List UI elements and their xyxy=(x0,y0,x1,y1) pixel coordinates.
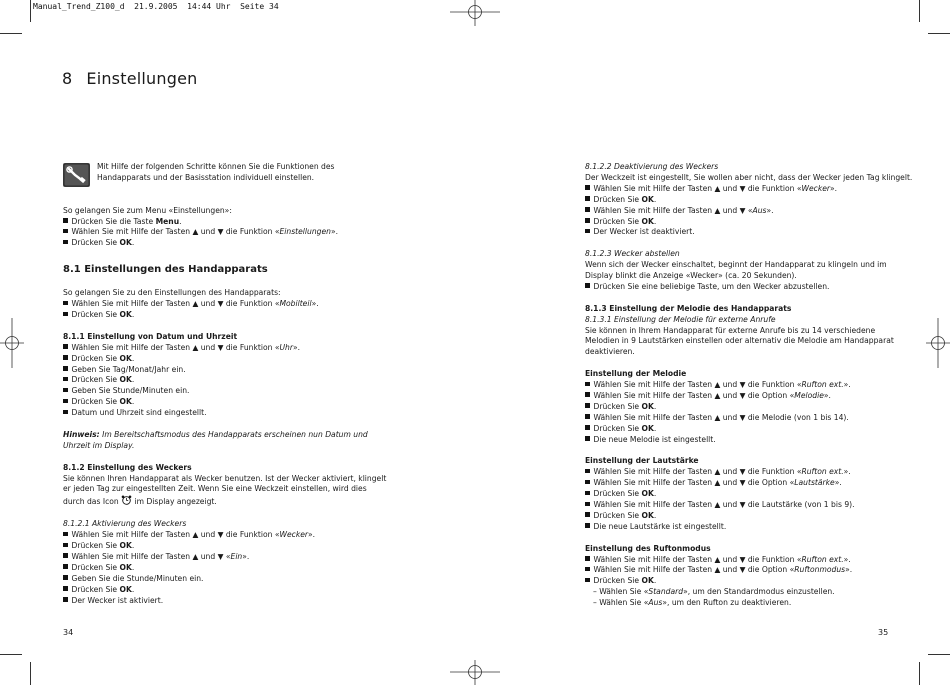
step: Wählen Sie mit Hilfe der Tasten ▲ und ▼ die Melodie (von 1 bis 14). xyxy=(585,413,895,424)
bullet-icon xyxy=(63,597,68,602)
sec812-text: Sie können Ihren Handapparat als Wecker benutzen. Ist der Wecker aktiviert, klingelt xyxy=(63,473,387,483)
bullet-icon xyxy=(585,567,590,572)
sec8131-text: deaktivieren. xyxy=(585,347,635,357)
step: Wählen Sie mit Hilfe der Tasten ▲ und ▼ «Aus». xyxy=(585,206,895,217)
step: Drücken Sie OK. xyxy=(63,397,368,408)
bullet-icon xyxy=(63,344,68,349)
bullet-icon xyxy=(63,553,68,558)
bullet-icon xyxy=(585,218,590,223)
bullet-icon xyxy=(585,283,590,288)
bullet-icon xyxy=(585,207,590,212)
section-heading-8-1-2: 8.1.2 Einstellung des Weckers xyxy=(63,462,192,472)
step: Wählen Sie mit Hilfe der Tasten ▲ und ▼ die Option «Lautstärke». xyxy=(585,478,895,489)
step: Wählen Sie mit Hilfe der Tasten ▲ und ▼ die Funktion «Rufton ext.». xyxy=(585,467,895,478)
dash-item: – Wählen Sie «Standard», um den Standardmodus einzustellen. xyxy=(593,587,835,597)
chapter-heading xyxy=(62,69,197,88)
chapter-number: 8 xyxy=(62,69,73,88)
bullet-icon xyxy=(63,575,68,580)
section-heading-8-1-2-3: 8.1.2.3 Wecker abstellen xyxy=(585,249,680,259)
step: Drücken Sie die Taste Menu. xyxy=(63,217,368,228)
registration-mark-left xyxy=(0,318,24,368)
bullet-icon xyxy=(585,512,590,517)
bullet-icon xyxy=(585,480,590,485)
bullet-icon xyxy=(585,469,590,474)
step: Wählen Sie mit Hilfe der Tasten ▲ und ▼ die Funktion «Uhr». xyxy=(63,343,368,354)
print-header: Manual_Trend_Z100_d 21.9.2005 14:44 Uhr Seite 34 xyxy=(33,2,279,11)
bullet-icon xyxy=(585,185,590,190)
section-heading-8-1-3-1: 8.1.3.1 Einstellung der Melodie für externe Anrufe xyxy=(585,314,776,324)
step: Die neue Lautstärke ist eingestellt. xyxy=(585,522,895,533)
chapter-title: Einstellungen xyxy=(86,69,198,88)
bullet-icon xyxy=(63,229,68,234)
page-number-left: 34 xyxy=(63,628,74,637)
hint: Hinweis: Im Bereitschaftsmodus des Handapparats erscheinen nun Datum und xyxy=(63,429,368,439)
crop-mark xyxy=(928,654,950,655)
dash-item: – Wählen Sie «Aus», um den Rufton zu deaktivieren. xyxy=(593,598,792,608)
section-heading-8-1-2-1: 8.1.2.1 Aktivierung des Weckers xyxy=(63,519,187,529)
bullet-icon xyxy=(63,312,68,317)
bullet-icon xyxy=(585,578,590,583)
step: Die neue Melodie ist eingestellt. xyxy=(585,435,895,446)
step: Drücken Sie OK. xyxy=(585,576,895,587)
bullet-icon xyxy=(585,229,590,234)
registration-mark-right xyxy=(926,318,950,368)
step: Wählen Sie mit Hilfe der Tasten ▲ und ▼ die Funktion «Wecker». xyxy=(63,530,368,541)
sec8123-text: Display blinkt die Anzeige «Wecker» (ca. 20 Sekunden). xyxy=(585,271,797,281)
bullet-icon xyxy=(63,218,68,223)
registration-mark-top xyxy=(450,0,500,26)
bullet-icon xyxy=(63,377,68,382)
section-heading-8-1: 8.1 Einstellungen des Handapparats xyxy=(63,264,268,276)
crop-mark xyxy=(0,654,22,655)
bullet-icon xyxy=(63,543,68,548)
step: Wählen Sie mit Hilfe der Tasten ▲ und ▼ die Option «Melodie». xyxy=(585,391,895,402)
page-number-right: 35 xyxy=(878,628,889,637)
step: Drücken Sie OK. xyxy=(585,489,895,500)
alarm-clock-icon xyxy=(121,495,132,505)
right-column xyxy=(585,162,913,609)
step: Der Wecker ist aktiviert. xyxy=(63,596,368,607)
step: Drücken Sie OK. xyxy=(63,585,368,596)
step: Drücken Sie OK. xyxy=(585,424,895,435)
step: Drücken Sie OK. xyxy=(585,402,895,413)
melodie-heading: Einstellung der Melodie xyxy=(585,369,687,379)
crop-mark xyxy=(919,662,920,685)
lautstaerke-heading: Einstellung der Lautstärke xyxy=(585,456,699,466)
step: Wählen Sie mit Hilfe der Tasten ▲ und ▼ die Option «Ruftonmodus». xyxy=(585,565,895,576)
step: Geben Sie Tag/Monat/Jahr ein. xyxy=(63,365,368,376)
bullet-icon xyxy=(585,196,590,201)
bullet-icon xyxy=(585,491,590,496)
sec8122-lead: Der Weckzeit ist eingestellt, Sie wollen aber nicht, dass der Wecker jeden Tag klingelt. xyxy=(585,172,913,182)
bullet-icon xyxy=(63,355,68,360)
step: Drücken Sie OK. xyxy=(585,511,895,522)
bullet-icon xyxy=(585,523,590,528)
step: Drücken Sie eine beliebige Taste, um den Wecker abzustellen. xyxy=(585,282,895,293)
bullet-icon xyxy=(63,586,68,591)
step: Drücken Sie OK. xyxy=(63,354,368,365)
step: Drücken Sie OK. xyxy=(63,541,368,552)
bullet-icon xyxy=(585,414,590,419)
crop-mark xyxy=(0,33,22,34)
sec812-icon-line: durch das Icon im Display angezeigt. xyxy=(63,497,217,507)
bullet-icon xyxy=(585,425,590,430)
step: Datum und Uhrzeit sind eingestellt. xyxy=(63,408,368,419)
step: Geben Sie die Stunde/Minuten ein. xyxy=(63,574,368,585)
sec812-text: er jeden Tag zur eingestellten Zeit. Wenn Sie eine Weckzeit einstellen, wird dies xyxy=(63,484,367,494)
bullet-icon xyxy=(585,382,590,387)
ruftonmodus-heading: Einstellung des Ruftonmodus xyxy=(585,543,711,553)
step: Drücken Sie OK. xyxy=(63,563,368,574)
crop-mark xyxy=(30,0,31,22)
step: Geben Sie Stunde/Minuten ein. xyxy=(63,386,368,397)
bullet-icon xyxy=(63,532,68,537)
bullet-icon xyxy=(585,556,590,561)
intro-line: Handapparats und der Basisstation individuell einstellen. xyxy=(97,172,315,182)
bullet-icon xyxy=(63,301,68,306)
bullet-icon xyxy=(585,436,590,441)
crop-mark xyxy=(919,0,920,22)
intro-line: Mit Hilfe der folgenden Schritte können Sie die Funktionen des xyxy=(97,162,335,171)
step: Wählen Sie mit Hilfe der Tasten ▲ und ▼ «Ein». xyxy=(63,552,368,563)
step: Drücken Sie OK. xyxy=(585,217,895,228)
step: Drücken Sie OK. xyxy=(63,238,368,249)
bullet-icon xyxy=(585,403,590,408)
step: Wählen Sie mit Hilfe der Tasten ▲ und ▼ die Funktion «Mobilteil». xyxy=(63,299,368,310)
step: Wählen Sie mit Hilfe der Tasten ▲ und ▼ die Lautstärke (von 1 bis 9). xyxy=(585,500,895,511)
sec8131-text: Melodien in 9 Lautstärken einstellen oder alternativ die Melodie am Handapparat xyxy=(585,336,894,346)
step: Drücken Sie OK. xyxy=(585,195,895,206)
menu-lead: So gelangen Sie zum Menu «Einstellungen»: xyxy=(63,205,232,215)
bullet-icon xyxy=(585,392,590,397)
step: Wählen Sie mit Hilfe der Tasten ▲ und ▼ die Funktion «Wecker». xyxy=(585,184,895,195)
section-heading-8-1-2-2: 8.1.2.2 Deaktivierung des Weckers xyxy=(585,162,719,171)
step: Wählen Sie mit Hilfe der Tasten ▲ und ▼ die Funktion «Rufton ext.». xyxy=(585,555,895,566)
bullet-icon xyxy=(63,388,68,393)
step: Der Wecker ist deaktiviert. xyxy=(585,227,895,238)
section-heading-8-1-1: 8.1.1 Einstellung von Datum und Uhrzeit xyxy=(63,331,238,341)
step: Wählen Sie mit Hilfe der Tasten ▲ und ▼ die Funktion «Einstellungen». xyxy=(63,227,368,238)
step: Drücken Sie OK. xyxy=(63,375,368,386)
bullet-icon xyxy=(585,502,590,507)
sec8123-text: Wenn sich der Wecker einschaltet, beginnt der Handapparat zu klingeln und im xyxy=(585,260,887,270)
bullet-icon xyxy=(63,564,68,569)
crop-mark xyxy=(30,662,31,685)
hint-line: Uhrzeit im Display. xyxy=(63,440,135,450)
step: Drücken Sie OK. xyxy=(63,310,368,321)
bullet-icon xyxy=(63,366,68,371)
bullet-icon xyxy=(63,410,68,415)
registration-mark-bottom xyxy=(450,660,500,685)
bullet-icon xyxy=(63,399,68,404)
sec81-lead: So gelangen Sie zu den Einstellungen des Handapparats: xyxy=(63,288,281,298)
step: Wählen Sie mit Hilfe der Tasten ▲ und ▼ die Funktion «Rufton ext.». xyxy=(585,380,895,391)
bullet-icon xyxy=(63,240,68,245)
sec8131-text: Sie können in Ihrem Handapparat für externe Anrufe bis zu 14 verschiedene xyxy=(585,325,876,335)
crop-mark xyxy=(928,33,950,34)
section-heading-8-1-3: 8.1.3 Einstellung der Melodie des Handapparats xyxy=(585,303,792,313)
left-column xyxy=(63,162,387,606)
